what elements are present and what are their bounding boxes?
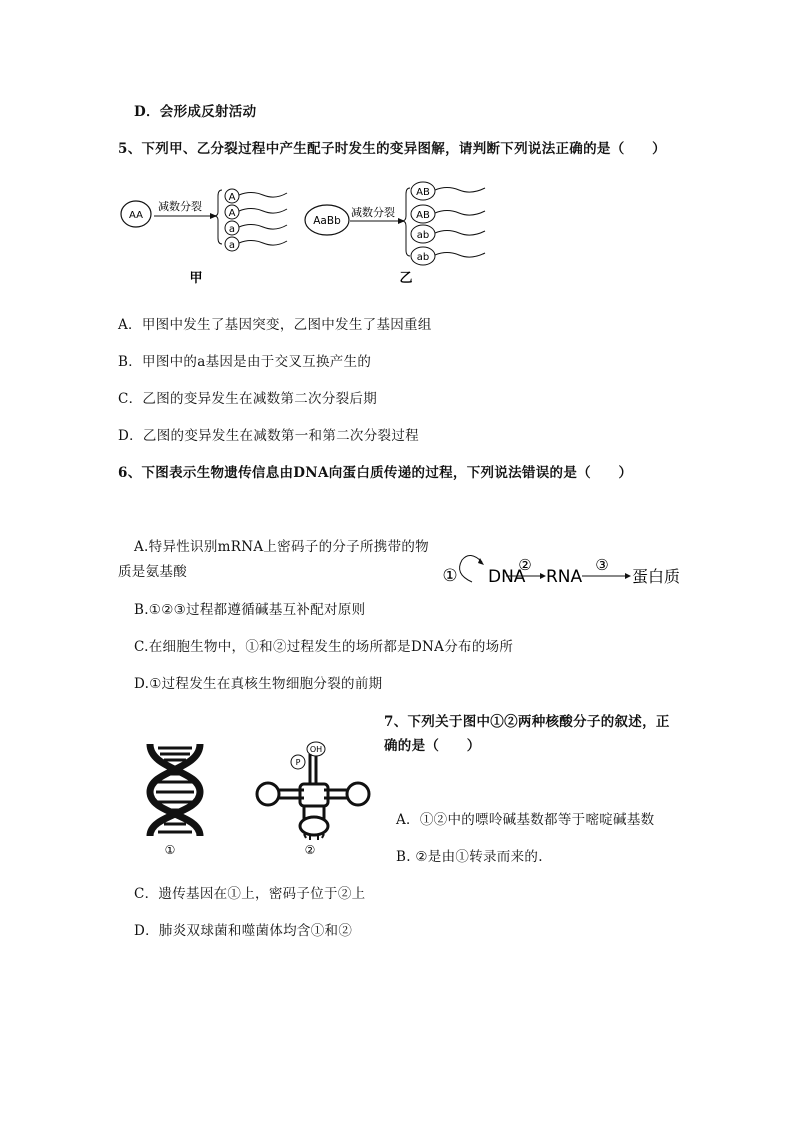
q7-option-b: B. ②是由①转录而来的.: [396, 849, 543, 865]
q6-figure: [440, 548, 680, 594]
q7-option-a: A．①②中的嘌呤碱基数都等于嘧啶碱基数: [396, 812, 655, 828]
q6-self-replication-arrow: [460, 555, 482, 582]
q6-step2-label: ②: [518, 556, 532, 574]
q7-label-1: ①: [164, 843, 176, 857]
q6-stem: 6、下图表示生物遗传信息由DNA向蛋白质传递的过程，下列说法错误的是（ ）: [118, 465, 633, 481]
q6-option-c: C.在细胞生物中，①和②过程发生的场所都是DNA分布的场所: [134, 639, 514, 655]
jia-cell-label: AA: [129, 210, 143, 221]
yi-gamete-4: ab: [416, 252, 430, 263]
q6-option-d: D.①过程发生在真核生物细胞分裂的前期: [134, 676, 383, 692]
q7-figure: [140, 740, 380, 858]
q4-option-d: D．会形成反射活动: [134, 104, 257, 120]
jia-gamete-3: a: [228, 224, 236, 235]
q5-figure-yi: [302, 176, 492, 286]
q6-rna-label: RNA: [546, 567, 583, 587]
jia-gamete-4: a: [228, 240, 236, 251]
trna-cloverleaf-icon: [257, 742, 369, 840]
q6-step1-label: ①: [442, 566, 458, 586]
q5-option-c: C．乙图的变异发生在减数第二次分裂后期: [118, 391, 378, 407]
q5-stem: 5、下列甲、乙分裂过程中产生配子时发生的变异图解，请判断下列说法正确的是（ ）: [118, 141, 666, 157]
jia-label: 甲: [189, 271, 203, 286]
q6-option-a-line2: 质是氨基酸: [118, 564, 187, 580]
q5-figure: [118, 176, 308, 286]
q5-option-a: A．甲图中发生了基因突变，乙图中发生了基因重组: [118, 317, 432, 333]
q7-oh-label: OH: [309, 745, 323, 754]
yi-label: 乙: [399, 271, 413, 286]
q5-option-d: D．乙图的变异发生在减数第一和第二次分裂过程: [118, 428, 419, 444]
q6-step3-label: ③: [595, 556, 609, 574]
q7-option-d: D．肺炎双球菌和噬菌体均含①和②: [134, 923, 353, 939]
yi-gamete-2: AB: [416, 210, 430, 221]
q6-dna-label: DNA: [488, 567, 526, 587]
q6-protein-label: 蛋白质: [632, 567, 680, 586]
q7-stem-line2: 确的是（ ）: [384, 738, 481, 754]
yi-arrow-label: 减数分裂: [351, 206, 395, 219]
q7-option-c: C．遗传基因在①上，密码子位于②上: [134, 886, 366, 902]
q7-p-label: P: [295, 758, 301, 767]
q6-option-a-line1: A.特异性识别mRNA上密码子的分子所携带的物: [134, 539, 429, 555]
dna-double-helix-icon: [150, 744, 200, 836]
yi-gamete-3: ab: [416, 230, 430, 241]
jia-gamete-2: A: [228, 208, 236, 219]
q5-option-b: B．甲图中的a基因是由于交叉互换产生的: [118, 354, 372, 370]
q7-stem-line1: 7、下列关于图中①②两种核酸分子的叙述，正: [384, 714, 670, 730]
q6-option-b: B.①②③过程都遵循碱基互补配对原则: [134, 602, 366, 618]
yi-gamete-1: AB: [416, 187, 430, 198]
jia-gamete-1: A: [228, 192, 236, 203]
jia-arrow-label: 减数分裂: [158, 200, 202, 213]
yi-cell-label: AaBb: [313, 215, 341, 227]
q7-label-2: ②: [304, 843, 316, 857]
